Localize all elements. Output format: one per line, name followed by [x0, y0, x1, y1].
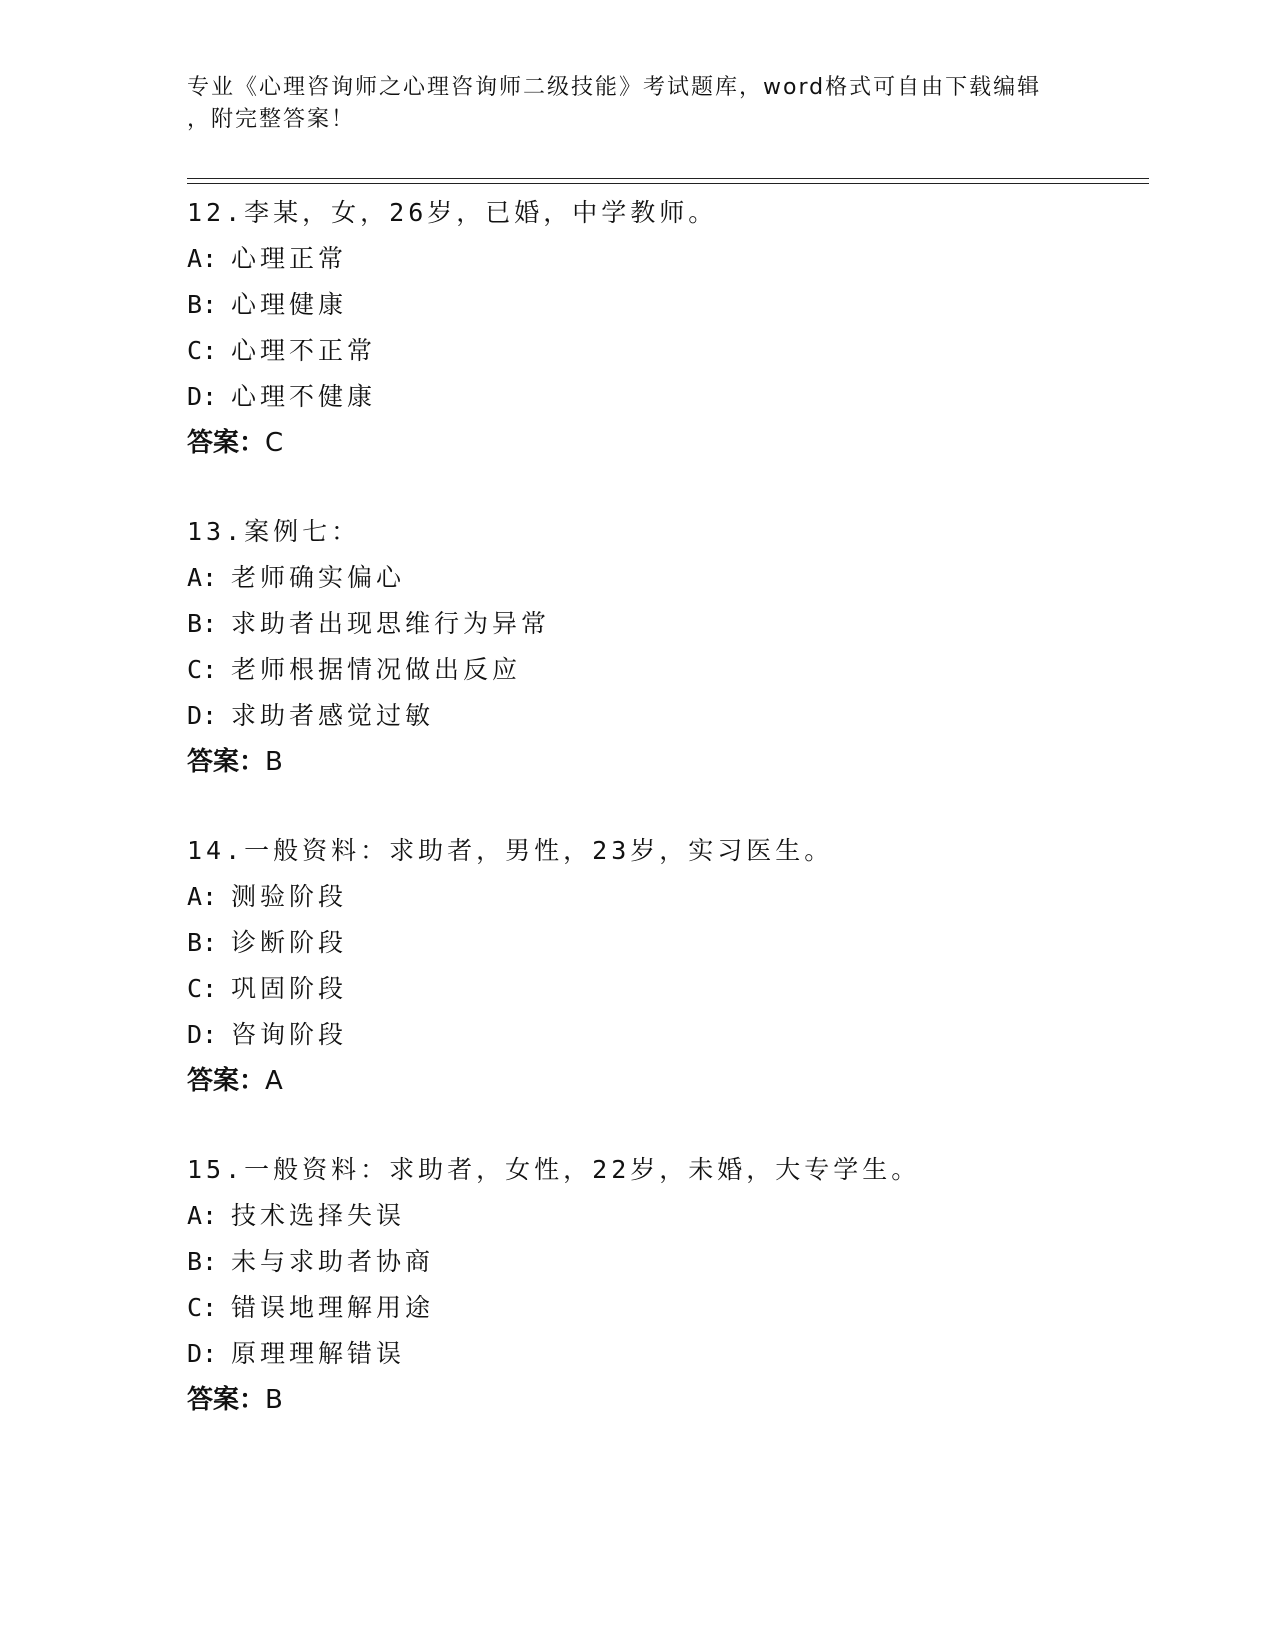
answer-label: 答案：	[187, 747, 266, 777]
option-key: C:	[187, 336, 218, 365]
answer-line	[187, 1377, 1147, 1423]
option-key: B:	[187, 928, 218, 957]
header-line-1: 专业《心理咨询师之心理咨询师二级技能》考试题库，word格式可自由下载编辑	[187, 75, 1042, 100]
answer-label: 答案：	[187, 1066, 266, 1096]
question-list	[187, 190, 1147, 1466]
header-divider-top	[187, 178, 1149, 179]
question-item	[187, 1147, 1147, 1423]
answer-label: 答案：	[187, 428, 266, 458]
question-stem: 13.案例七：	[187, 517, 361, 546]
option-text: 巩固阶段	[231, 974, 348, 1003]
option-text: 心理健康	[231, 290, 348, 319]
option-key: C:	[187, 655, 218, 684]
answer-line	[187, 420, 1147, 466]
question-item	[187, 190, 1147, 466]
option-key: C:	[187, 1293, 218, 1322]
option-b	[187, 1239, 1147, 1285]
option-key: D:	[187, 382, 218, 411]
option-d	[187, 374, 1147, 420]
option-b	[187, 601, 1147, 647]
option-text: 测验阶段	[231, 882, 348, 911]
option-text: 技术选择失误	[231, 1201, 406, 1230]
answer-label: 答案：	[187, 1385, 266, 1415]
option-key: D:	[187, 1020, 218, 1049]
document-header	[187, 72, 1067, 136]
answer-line	[187, 739, 1147, 785]
option-text: 诊断阶段	[231, 928, 348, 957]
option-key: B:	[187, 290, 218, 319]
option-text: 心理不健康	[231, 382, 377, 411]
option-text: 未与求助者协商	[231, 1247, 435, 1276]
option-text: 咨询阶段	[231, 1020, 348, 1049]
option-c	[187, 966, 1147, 1012]
option-text: 原理理解错误	[231, 1339, 406, 1368]
option-b	[187, 920, 1147, 966]
question-stem: 12.李某，女，26岁，已婚，中学教师。	[187, 198, 718, 227]
option-key: C:	[187, 974, 218, 1003]
option-key: D:	[187, 701, 218, 730]
option-text: 错误地理解用途	[231, 1293, 435, 1322]
option-text: 老师确实偏心	[231, 563, 406, 592]
option-key: A:	[187, 1201, 218, 1230]
option-text: 求助者出现思维行为异常	[231, 609, 551, 638]
question-item	[187, 509, 1147, 785]
option-key: A:	[187, 563, 218, 592]
option-key: D:	[187, 1339, 218, 1368]
question-stem: 15.一般资料：求助者，女性，22岁，未婚，大专学生。	[187, 1155, 921, 1184]
option-text: 心理正常	[231, 244, 348, 273]
option-c	[187, 647, 1147, 693]
answer-value: B	[265, 1385, 283, 1415]
option-c	[187, 328, 1147, 374]
option-key: B:	[187, 609, 218, 638]
header-divider-bottom	[187, 183, 1149, 184]
answer-line	[187, 1058, 1147, 1104]
option-c	[187, 1285, 1147, 1331]
option-key: A:	[187, 882, 218, 911]
answer-value: B	[265, 747, 283, 777]
question-item	[187, 828, 1147, 1104]
option-d	[187, 693, 1147, 739]
option-key: B:	[187, 1247, 218, 1276]
option-a	[187, 1193, 1147, 1239]
option-key: A:	[187, 244, 218, 273]
option-text: 心理不正常	[231, 336, 377, 365]
option-b	[187, 282, 1147, 328]
option-d	[187, 1331, 1147, 1377]
option-a	[187, 236, 1147, 282]
answer-value: C	[265, 428, 284, 458]
answer-value: A	[265, 1066, 283, 1096]
option-a	[187, 555, 1147, 601]
option-a	[187, 874, 1147, 920]
question-stem: 14.一般资料：求助者，男性，23岁，实习医生。	[187, 836, 834, 865]
option-text: 求助者感觉过敏	[231, 701, 435, 730]
header-line-2: ，附完整答案！	[187, 107, 356, 132]
option-d	[187, 1012, 1147, 1058]
option-text: 老师根据情况做出反应	[231, 655, 522, 684]
